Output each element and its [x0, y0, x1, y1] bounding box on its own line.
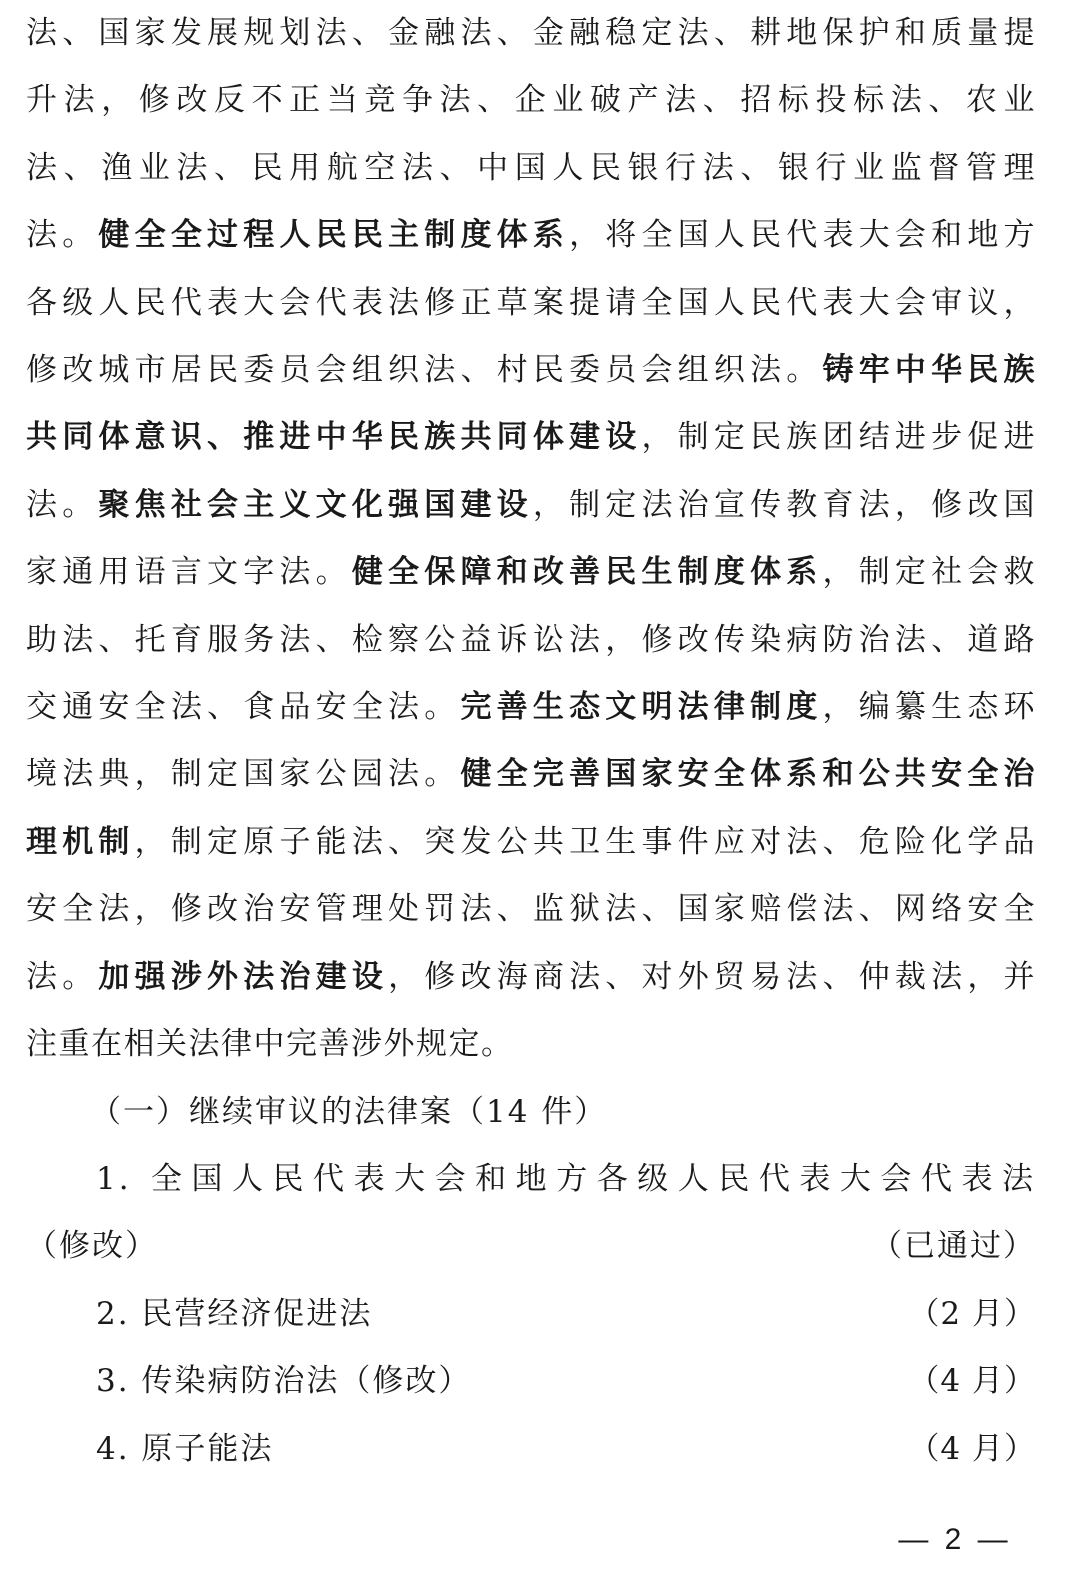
text-segment: 注重在相关法律中完善涉外规定。: [26, 1026, 514, 1063]
list-item: [26, 1281, 1036, 1348]
list-item-1-status: （已通过）: [871, 1228, 1036, 1265]
bold-text: 加强涉外法治建设: [98, 958, 389, 995]
text-segment: 法。: [26, 217, 99, 254]
list-item-status: （2 月）: [908, 1295, 1036, 1332]
text-segment: ，制定原子能法、突发公共卫生事件应对法、危险化学品: [134, 823, 1037, 860]
document-page: [26, 0, 1036, 1483]
list-item-name: 3. 传染病防治法（修改）: [96, 1363, 472, 1400]
text-segment: 各级人民代表大会代表法修正草案提请全国人民代表大会审议，: [26, 284, 1036, 321]
paragraph-line: [26, 876, 1036, 943]
paragraph-line: [26, 809, 1036, 876]
list-item: [26, 1416, 1036, 1483]
page-number: — 2 —: [898, 1523, 1012, 1556]
paragraph-line: [26, 674, 1036, 741]
list-item-1-line-2: [26, 1213, 1036, 1280]
bold-text: 健全全过程人民民主制度体系: [98, 217, 570, 254]
text-segment: 修改城市居民委员会组织法、村民委员会组织法。: [26, 352, 823, 389]
bold-text: 共同体意识、推进中华民族共同体建设: [26, 419, 642, 456]
bold-text: 铸牢中华民族: [822, 352, 1037, 389]
text-segment: 境法典，制定国家公园法。: [26, 756, 461, 793]
list-item-1-suffix: （修改）: [26, 1228, 158, 1265]
paragraph-line: [26, 135, 1036, 202]
text-segment: ，制定法治宣传教育法，修改国: [532, 486, 1037, 523]
text-segment: ，编纂生态环: [822, 689, 1037, 726]
list-item-status: （4 月）: [908, 1430, 1036, 1467]
paragraph-line: [26, 607, 1036, 674]
paragraph-line: [26, 944, 1036, 1011]
paragraph-line: [26, 202, 1036, 269]
text-segment: ，制定社会救: [822, 554, 1037, 591]
text-segment: ，修改海商法、对外贸易法、仲裁法，并: [388, 958, 1037, 995]
body-paragraph: [26, 0, 1036, 1079]
text-segment: ，制定民族团结进步促进: [641, 419, 1037, 456]
bold-text: 健全保障和改善民生制度体系: [351, 554, 823, 591]
list-item-status: （4 月）: [908, 1363, 1036, 1400]
bold-text: 理机制: [26, 823, 135, 860]
text-segment: 安全法，修改治安管理处罚法、监狱法、国家赔偿法、网络安全: [26, 891, 1036, 928]
text-segment: 交通安全法、食品安全法。: [26, 689, 461, 726]
paragraph-line: [26, 1011, 1036, 1078]
paragraph-line: [26, 270, 1036, 337]
bold-text: 聚焦社会主义文化强国建设: [98, 486, 533, 523]
text-segment: 法。: [26, 958, 99, 995]
text-segment: 法。: [26, 486, 99, 523]
paragraph-line: [26, 337, 1036, 404]
text-segment: 法、国家发展规划法、金融法、金融稳定法、耕地保护和质量提: [26, 15, 1036, 51]
paragraph-line: [26, 404, 1036, 471]
paragraph-line: [26, 67, 1036, 134]
text-segment: 助法、托育服务法、检察公益诉讼法，修改传染病防治法、道路: [26, 621, 1036, 658]
paragraph-line: [26, 539, 1036, 606]
text-segment: 家通用语言文字法。: [26, 554, 352, 591]
paragraph-line: [26, 0, 1036, 67]
list-item-1-line-1: 1. 全国人民代表大会和地方各级人民代表大会代表法: [96, 1160, 1036, 1197]
list-item-name: 2. 民营经济促进法: [96, 1295, 373, 1332]
text-segment: 法、渔业法、民用航空法、中国人民银行法、银行业监督管理: [26, 149, 1036, 186]
list-item: [26, 1348, 1036, 1415]
text-segment: ，将全国人民代表大会和地方: [569, 217, 1037, 254]
paragraph-line: [26, 472, 1036, 539]
bold-text: 完善生态文明法律制度: [460, 689, 823, 726]
section-heading: （一）继续审议的法律案（14 件）: [90, 1093, 608, 1130]
list-item-name: 4. 原子能法: [96, 1430, 274, 1467]
paragraph-line: [26, 741, 1036, 808]
bold-text: 健全完善国家安全体系和公共安全治: [460, 756, 1037, 793]
text-segment: 升法，修改反不正当竞争法、企业破产法、招标投标法、农业: [26, 82, 1036, 119]
